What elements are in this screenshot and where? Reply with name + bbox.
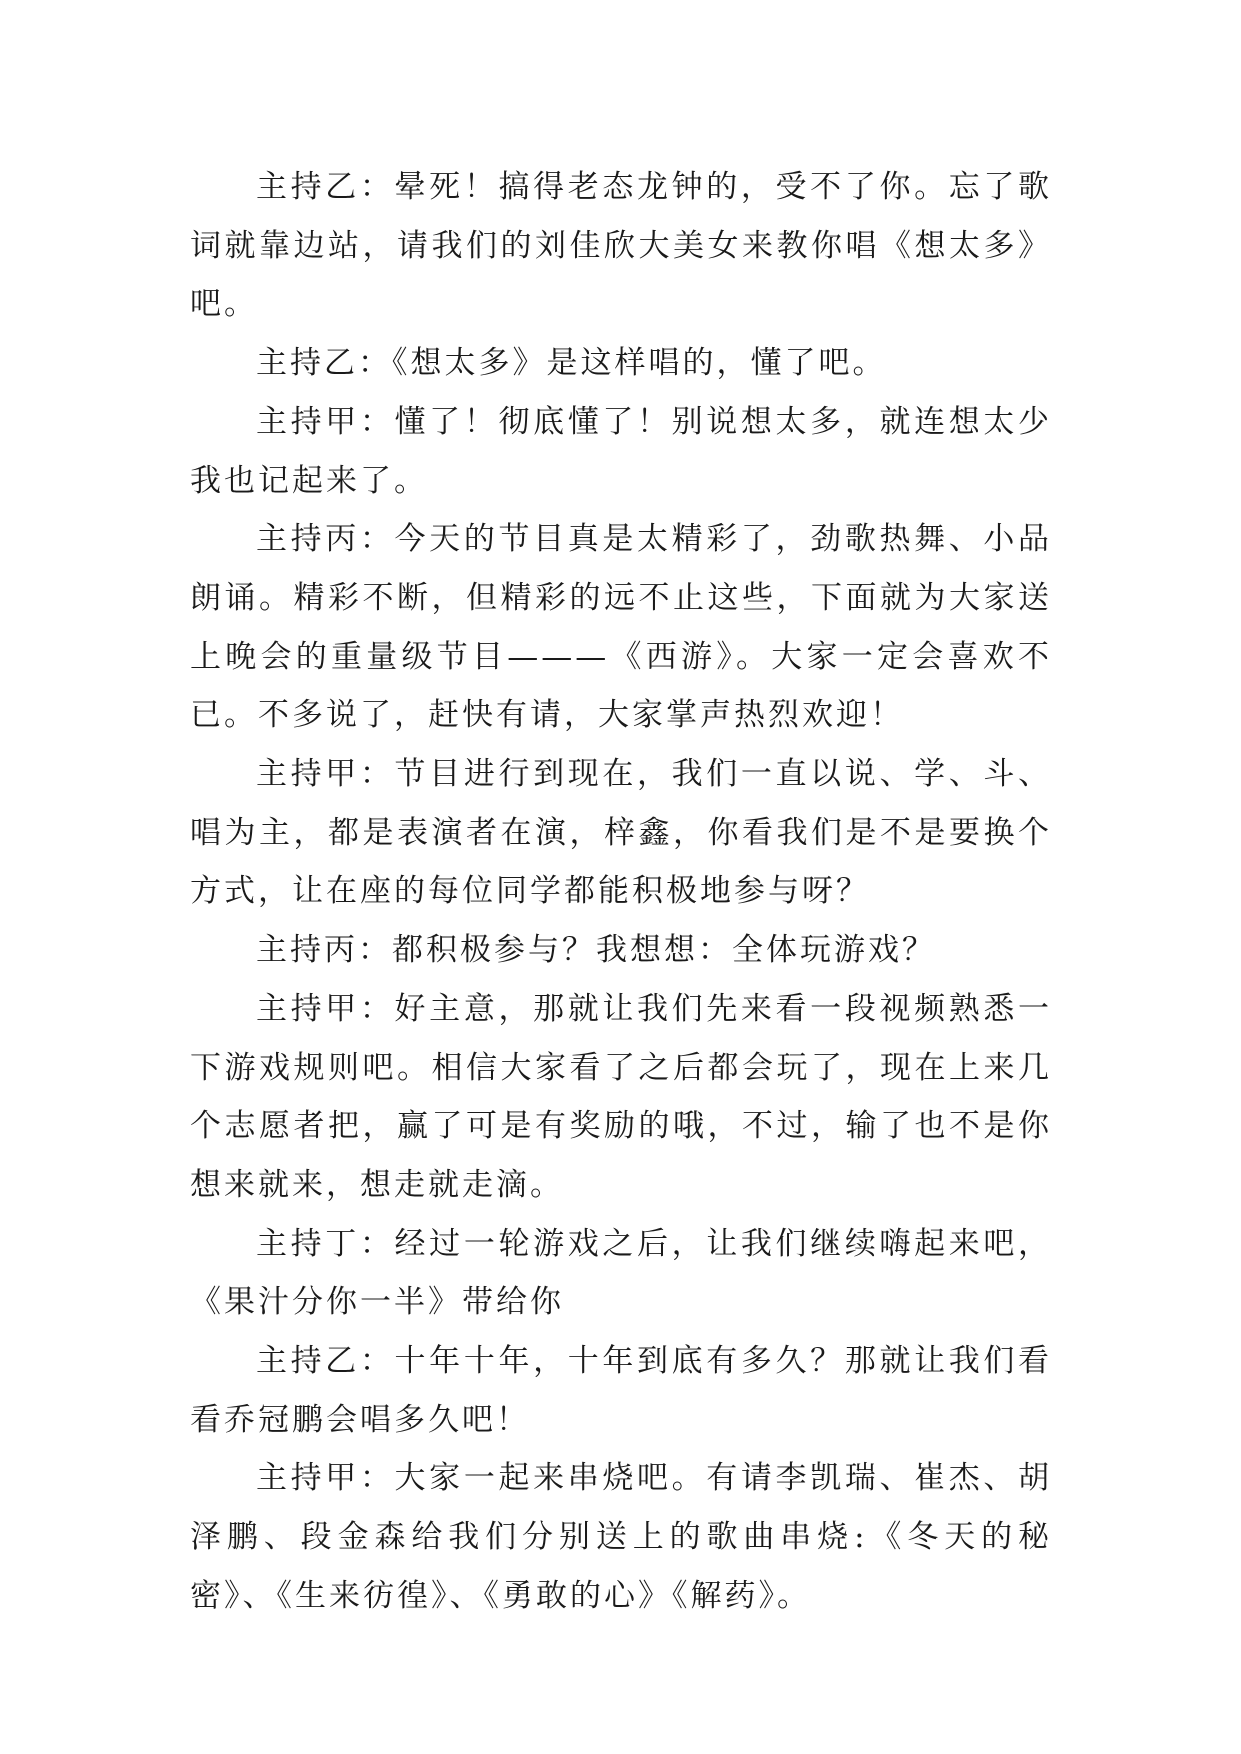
- paragraph: 主持甲：节目进行到现在，我们一直以说、学、斗、唱为主，都是表演者在演，梓鑫，你看我们是不是要换个方式，让在座的每位同学都能积极地参与呀？: [190, 756, 1052, 910]
- paragraph: 主持乙：十年十年，十年到底有多久？那就让我们看看乔冠鹏会唱多久吧！: [190, 1343, 1052, 1438]
- paragraph: 主持丙：都积极参与？我想想：全体玩游戏？: [256, 932, 936, 969]
- paragraph: 主持甲：大家一起来串烧吧。有请李凯瑞、崔杰、胡泽鹏、段金森给我们分别送上的歌曲串烧:《冬天的秘密》、《生来彷徨》、《勇敢的心》《解药》。: [190, 1460, 1052, 1614]
- paragraph: 主持丙：今天的节目真是太精彩了，劲歌热舞、小品朗诵。精彩不断，但精彩的远不止这些，下面就为大家送上晚会的重量级节目———《西游》。大家一定会喜欢不已。不多说了，赶快有请，大家掌声热烈欢迎！: [190, 521, 1052, 734]
- paragraph: 主持乙：晕死！搞得老态龙钟的，受不了你。忘了歌词就靠边站，请我们的刘佳欣大美女来教你唱《想太多》吧。: [190, 169, 1052, 323]
- paragraph: 主持乙：《想太多》是这样唱的，懂了吧。: [256, 345, 887, 382]
- document-page: [190, 158, 1052, 1626]
- paragraph: 主持丁：经过一轮游戏之后，让我们继续嗨起来吧，《果汁分你一半》带给你: [190, 1225, 1052, 1321]
- paragraph: 主持甲：好主意，那就让我们先来看一段视频熟悉一下游戏规则吧。相信大家看了之后都会玩了，现在上来几个志愿者把，赢了可是有奖励的哦，不过，输了也不是你想来就来，想走就走滴。: [190, 990, 1052, 1203]
- paragraph: 主持甲：懂了！彻底懂了！别说想太多，就连想太少我也记起来了。: [190, 403, 1052, 499]
